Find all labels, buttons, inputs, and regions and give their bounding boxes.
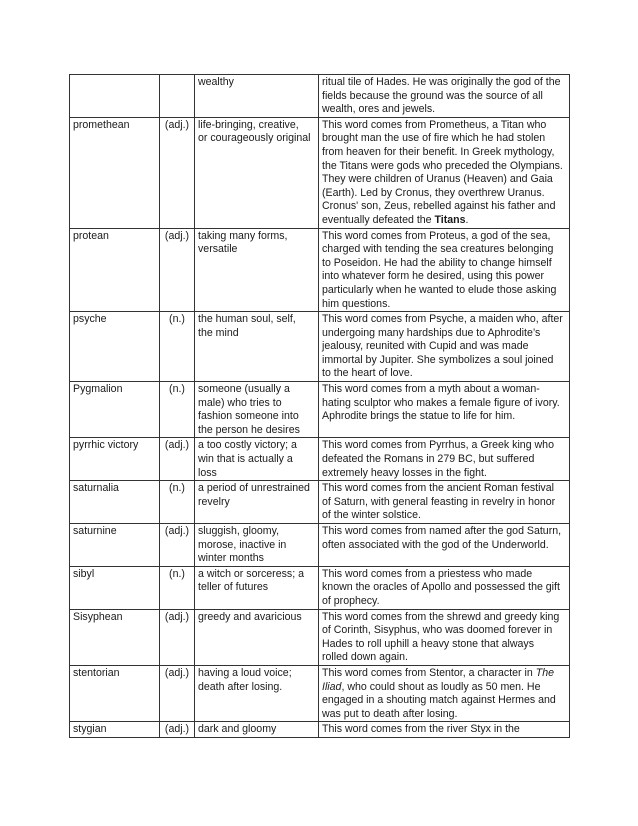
- etymology-line: [322, 453, 566, 467]
- part-of-speech-cell: (adj.): [160, 228, 195, 312]
- definition-line: sluggish, gloomy,: [198, 525, 280, 537]
- etymology-text: known the oracles of Apollo and possessed the gift: [322, 581, 560, 594]
- etymology-text: Hades to roll uphill a heavy stone that always: [322, 637, 534, 650]
- definition-cell: [195, 566, 319, 609]
- etymology-text: engaged in a shouting match against Hermes and: [322, 694, 556, 707]
- table-row: [70, 117, 570, 228]
- etymology-line: [322, 76, 566, 90]
- etymology-line: [322, 723, 566, 737]
- definition-line: death after losing.: [198, 680, 283, 693]
- etymology-line: [322, 132, 566, 146]
- etymology-line: [322, 410, 566, 424]
- term-cell: saturnine: [70, 524, 160, 567]
- definition-line: or courageously original: [198, 132, 311, 145]
- etymology-text: This word comes from Pyrrhus, a Greek king who: [322, 439, 554, 452]
- term-cell: saturnalia: [70, 481, 160, 524]
- definition-line: fashion someone into: [198, 410, 299, 423]
- etymology-line: [322, 667, 566, 681]
- part-of-speech-cell: (adj.): [160, 722, 195, 738]
- etymology-line: [322, 383, 566, 397]
- etymology-line: [322, 284, 566, 298]
- etymology-line: [322, 298, 566, 312]
- etymology-line: [322, 496, 566, 510]
- definition-cell: [195, 665, 319, 721]
- etymology-line: [322, 681, 566, 695]
- definition-cell: [195, 438, 319, 481]
- etymology-line: [322, 482, 566, 496]
- definition-line: life-bringing, creative,: [198, 118, 299, 131]
- etymology-line: [322, 581, 566, 595]
- part-of-speech-cell: (n.): [160, 312, 195, 382]
- etymology-line: [322, 708, 566, 722]
- etymology-line: [322, 103, 566, 117]
- etymology-line: [322, 611, 566, 625]
- etymology-italic-text: Iliad: [322, 680, 342, 693]
- definition-cell: [195, 481, 319, 524]
- etymology-text: into whatever form he desired, using this power: [322, 270, 544, 283]
- definition-line: the human soul, self,: [198, 313, 296, 326]
- definition-line: a witch or sorceress; a: [198, 567, 304, 580]
- vocabulary-table: [69, 74, 570, 738]
- etymology-line: [322, 214, 566, 228]
- table-row: [70, 312, 570, 382]
- etymology-line: [322, 694, 566, 708]
- part-of-speech-cell: (adj.): [160, 524, 195, 567]
- etymology-line: [322, 467, 566, 481]
- etymology-text: This word comes from a myth about a woman-: [322, 383, 540, 396]
- etymology-cell: [319, 438, 570, 481]
- etymology-cell: [319, 117, 570, 228]
- definition-line: win that is actually a: [198, 453, 293, 466]
- table-row: [70, 665, 570, 721]
- etymology-cell: [319, 228, 570, 312]
- etymology-text: defeated the Romans in 279 BC, but suffered: [322, 453, 535, 466]
- etymology-text: Cronus' son, Zeus, rebelled against his father and: [322, 200, 556, 213]
- definition-cell: [195, 524, 319, 567]
- etymology-line: [322, 539, 566, 553]
- etymology-text: of Corinth, Sisyphus, who was doomed forever in: [322, 624, 553, 637]
- etymology-text: was put to death after losing.: [322, 707, 458, 720]
- vocabulary-table-body: [70, 75, 570, 738]
- etymology-text: from heaven for their benefit. In Greek mythology,: [322, 145, 555, 158]
- etymology-line: [322, 313, 566, 327]
- etymology-text: They were children of Uranus (Heaven) and Gaia: [322, 173, 553, 186]
- term-cell: promethean: [70, 117, 160, 228]
- term-cell: psyche: [70, 312, 160, 382]
- definition-line: taking many forms,: [198, 229, 288, 242]
- table-row: [70, 438, 570, 481]
- definition-line: the mind: [198, 326, 239, 339]
- term-cell: Pygmalion: [70, 382, 160, 438]
- etymology-line: [322, 187, 566, 201]
- table-row: [70, 566, 570, 609]
- etymology-line: [322, 367, 566, 381]
- definition-line: a too costly victory; a: [198, 439, 297, 452]
- etymology-text: charged with tending the sea creatures belonging: [322, 243, 554, 256]
- etymology-text: of prophecy.: [322, 594, 380, 607]
- etymology-text: extremely heavy losses in the fight.: [322, 466, 487, 479]
- etymology-line: [322, 146, 566, 160]
- etymology-text: fields because the ground was the source of all: [322, 89, 543, 102]
- etymology-text: This word comes from the ancient Roman festival: [322, 482, 554, 495]
- etymology-text: This word comes from Psyche, a maiden who, after: [322, 313, 563, 326]
- term-cell: pyrrhic victory: [70, 438, 160, 481]
- definition-cell: [195, 382, 319, 438]
- etymology-line: [322, 638, 566, 652]
- table-row: [70, 75, 570, 118]
- etymology-line: [322, 243, 566, 257]
- etymology-text: This word comes from Prometheus, a Titan who: [322, 118, 547, 131]
- etymology-line: [322, 327, 566, 341]
- etymology-text: This word comes from named after the god Saturn,: [322, 525, 562, 537]
- etymology-cell: [319, 609, 570, 665]
- etymology-text: Aphrodite brings the statue to life for him.: [322, 410, 516, 423]
- term-cell: sibyl: [70, 566, 160, 609]
- etymology-text: wealth, ores and jewels.: [322, 103, 436, 116]
- part-of-speech-cell: (adj.): [160, 117, 195, 228]
- part-of-speech-cell: (adj.): [160, 609, 195, 665]
- etymology-text: of the winter solstice.: [322, 509, 421, 522]
- definition-line: having a loud voice;: [198, 666, 292, 679]
- etymology-line: [322, 525, 566, 539]
- etymology-cell: [319, 75, 570, 118]
- etymology-line: [322, 624, 566, 638]
- etymology-line: [322, 119, 566, 133]
- etymology-text: rolled down again.: [322, 651, 408, 664]
- etymology-text: (Earth). Led by Cronus, they overthrew Uranus.: [322, 186, 545, 199]
- etymology-italic-text: The: [535, 666, 554, 679]
- etymology-text: him questions.: [322, 297, 391, 310]
- etymology-line: [322, 173, 566, 187]
- part-of-speech-cell: (adj.): [160, 665, 195, 721]
- etymology-text: immortal by Jupiter. She symbolizes a soul joined: [322, 353, 554, 366]
- etymology-text: jealousy, reunited with Cupid and was made: [322, 340, 529, 353]
- definition-line: male) who tries to: [198, 396, 282, 409]
- definition-line: teller of futures: [198, 581, 269, 594]
- etymology-cell: [319, 382, 570, 438]
- etymology-line: [322, 257, 566, 271]
- etymology-text: , who could shout as loudly as 50 men. He: [341, 680, 541, 693]
- definition-cell: [195, 117, 319, 228]
- etymology-text: the Titans were gods who preceded the Olympians.: [322, 159, 563, 172]
- etymology-bold-text: Titans: [434, 213, 466, 226]
- definition-line: wealthy: [198, 76, 234, 88]
- definition-line: a period of unrestrained: [198, 482, 310, 495]
- etymology-text: of Saturn, with general feasting in revelry in honor: [322, 495, 556, 508]
- etymology-text: This word comes from Stentor, a character in: [322, 666, 536, 679]
- etymology-cell: [319, 524, 570, 567]
- etymology-text: hating sculptor who makes a female figure of ivory.: [322, 396, 560, 409]
- term-cell: stygian: [70, 722, 160, 738]
- etymology-line: [322, 651, 566, 665]
- definition-line: someone (usually a: [198, 383, 290, 396]
- table-row: [70, 228, 570, 312]
- etymology-line: [322, 354, 566, 368]
- part-of-speech-cell: (adj.): [160, 438, 195, 481]
- etymology-line: [322, 568, 566, 582]
- part-of-speech-cell: (n.): [160, 566, 195, 609]
- definition-line: the person he desires: [198, 423, 300, 436]
- etymology-cell: [319, 566, 570, 609]
- term-cell: protean: [70, 228, 160, 312]
- table-row: [70, 481, 570, 524]
- etymology-text: to Poseidon. He had the ability to change himself: [322, 256, 552, 269]
- etymology-line: [322, 509, 566, 523]
- etymology-text: brought man the use of fire which he had stolen: [322, 132, 546, 145]
- etymology-text: This word comes from the river Styx in the: [322, 723, 520, 736]
- etymology-cell: [319, 722, 570, 738]
- etymology-text: undergoing many hardships due to Aphrodite’s: [322, 326, 541, 339]
- etymology-text: eventually defeated the: [322, 213, 435, 226]
- etymology-line: [322, 397, 566, 411]
- definition-line: versatile: [198, 243, 238, 256]
- etymology-cell: [319, 665, 570, 721]
- etymology-text: to the heart of love.: [322, 367, 413, 380]
- etymology-cell: [319, 312, 570, 382]
- term-cell: [70, 75, 160, 118]
- etymology-text: This word comes from Proteus, a god of the sea,: [322, 229, 551, 242]
- definition-line: loss: [198, 466, 217, 479]
- term-cell: Sisyphean: [70, 609, 160, 665]
- part-of-speech-cell: (n.): [160, 481, 195, 524]
- etymology-line: [322, 90, 566, 104]
- etymology-line: [322, 595, 566, 609]
- table-row: [70, 609, 570, 665]
- definition-cell: [195, 75, 319, 118]
- part-of-speech-cell: (n.): [160, 382, 195, 438]
- definition-cell: [195, 312, 319, 382]
- etymology-line: [322, 160, 566, 174]
- etymology-line: [322, 340, 566, 354]
- etymology-text: This word comes from a priestess who made: [322, 567, 533, 580]
- term-cell: stentorian: [70, 665, 160, 721]
- table-row: [70, 722, 570, 738]
- definition-line: winter months: [198, 552, 264, 565]
- etymology-text: often associated with the god of the Underworld.: [322, 538, 549, 551]
- definition-cell: [195, 609, 319, 665]
- definition-line: morose, inactive in: [198, 538, 287, 551]
- etymology-cell: [319, 481, 570, 524]
- definition-line: revelry: [198, 495, 230, 508]
- etymology-text: particularly when he wanted to elude those asking: [322, 283, 557, 296]
- definition-line: dark and gloomy: [198, 723, 277, 736]
- etymology-line: [322, 200, 566, 214]
- etymology-text: ritual tile of Hades. He was originally the god of the: [322, 76, 561, 88]
- definition-cell: [195, 722, 319, 738]
- etymology-line: [322, 270, 566, 284]
- etymology-line: [322, 439, 566, 453]
- table-row: [70, 524, 570, 567]
- part-of-speech-cell: [160, 75, 195, 118]
- etymology-line: [322, 230, 566, 244]
- etymology-text: This word comes from the shrewd and greedy king: [322, 610, 560, 623]
- definition-cell: [195, 228, 319, 312]
- definition-line: greedy and avaricious: [198, 610, 302, 623]
- table-row: [70, 382, 570, 438]
- etymology-text: .: [465, 213, 469, 226]
